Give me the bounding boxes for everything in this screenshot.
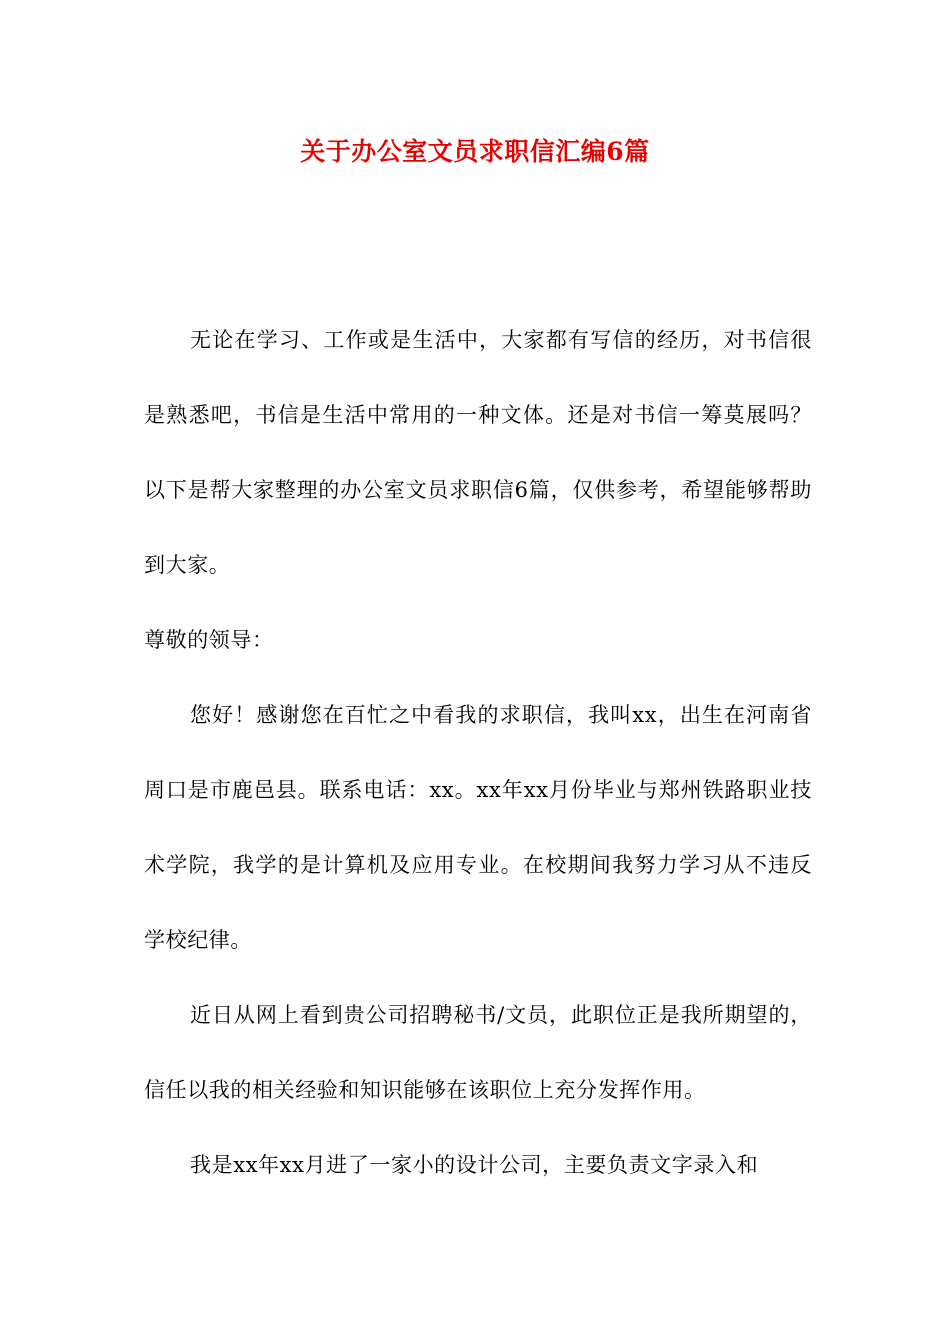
self-introduction-paragraph: 您好！感谢您在百忙之中看我的求职信，我叫xx，出生在河南省周口是市鹿邑县。联系电话：xx。xx年xx月份毕业与郑州铁路职业技术学院，我学的是计算机及应用专业。在校期间我努力学习从不违反学校纪律。 [144, 703, 812, 952]
experience-paragraph: 我是xx年xx月进了一家小的设计公司，主要负责文字录入和 [190, 1153, 759, 1177]
position-interest-paragraph: 近日从网上看到贵公司招聘秘书/文员，此职位正是我所期望的，信任以我的相关经验和知识能够在该职位上充分发挥作用。 [144, 1003, 812, 1102]
salutation: 尊敬的领导： [144, 628, 274, 652]
intro-paragraph: 无论在学习、工作或是生活中，大家都有写信的经历，对书信很是熟悉吧，书信是生活中常用的一种文体。还是对书信一筹莫展吗？以下是帮大家整理的办公室文员求职信6篇，仅供参考，希望能够帮助到大家。 [144, 328, 812, 577]
document-title: 关于办公室文员求职信汇编6篇 [300, 137, 650, 166]
